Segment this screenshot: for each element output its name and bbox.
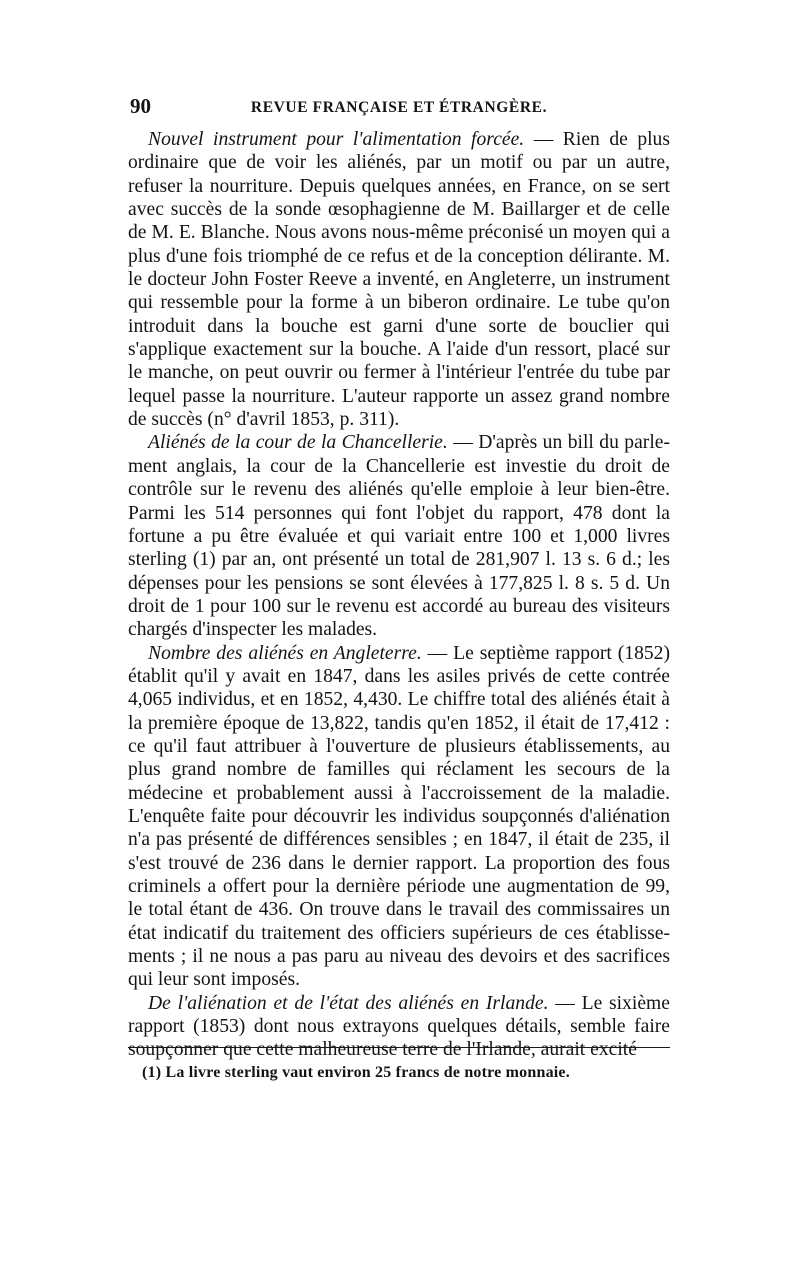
paragraph-text: — D'après un bill du parlement anglais, la cour de la Chancellerie est investie du droit de contrôle sur le revenu des aliénés qu'elle emploie à leur bien-être. Parmi les 514 personnes qui font l'objet du rapport, 478 dont la fortune a pu être évaluée et qui variait entre 100 et 1,000 livres sterling (1) par an, ont présenté un total de 281,907 l. 13 s. 6 d.; les dépenses pour les pensions se sont élevées à 177,825 l. 8 s. 5 d. Un droit de 1 pour 100 sur le revenu est accordé au bureau des visiteurs chargés d'inspecter les malades. bbox=[128, 432, 670, 641]
paragraph-chancery bbox=[128, 431, 670, 641]
paragraph-text: — Rien de plus ordinaire que de voir les aliénés, par un motif ou par un autre, refuser la nourriture. Depuis quelques années, en France, on se sert avec succès de la sonde œsophagienne de M. Baillarger et de celle de M. E. Blanche. Nous avons nous-même préconisé un moyen qui a plus d'une fois triomphé de ce refus et de la conception délirante. M. le docteur John Foster Reeve a inventé, en Angleterre, un instrument qui ressemble pour la forme à un biberon ordinaire. Le tube qu'on introduit dans la bouche est garni d'une sorte de bouclier qui s'applique exactement sur la bouche. A l'aide d'un ressort, placé sur le manche, on peut ouvrir ou fermer à l'intérieur l'entrée du tube par lequel passe la nourriture. L'auteur rapporte un assez grand nombre de succès (n° d'avril 1853, p. 311). bbox=[128, 129, 670, 431]
paragraph-heading: Nouvel instrument pour l'alimentation forcée. bbox=[148, 129, 525, 150]
paragraph-text: — Le septième rapport (1852) établit qu'il y avait en 1847, dans les asiles privés de cette contrée 4,065 individus, et en 1852, 4,430. Le chiffre total des aliénés était à la première époque de 13,822, tandis qu'en 1852, il était de 17,412 : ce qu'il faut attribuer à l'ouverture de plusieurs établissements, au plus grand nombre de familles qui réclament les secours de la médecine et probablement aussi à l'accroissement de la maladie. L'enquête faite pour découvrir les individus soupçonnés d'aliénation n'a pas présenté de différences sensibles ; en 1847, il était de 235, il s'est trouvé de 236 dans le dernier rapport. La proportion des fous criminels a offert pour la dernière période une augmentation de 99, le total étant de 436. On trouve dans le travail des commissaires un état indicatif du traitement des officiers supérieurs de ces établissements ; il ne nous a pas paru au niveau des devoirs et des sacrifices qui leur sont imposés. bbox=[128, 642, 670, 991]
paragraph-heading: De l'aliénation et de l'état des aliénés en Irlande. bbox=[148, 992, 549, 1014]
footnote: (1) La livre sterling vaut environ 25 francs de notre monnaie. bbox=[142, 1064, 570, 1081]
page-header bbox=[128, 94, 670, 124]
paragraph-england-count bbox=[128, 642, 670, 992]
running-head: REVUE FRANÇAISE ET ÉTRANGÈRE. bbox=[250, 99, 548, 116]
book-page bbox=[128, 94, 670, 1081]
page-number: 90 bbox=[130, 94, 151, 118]
paragraph-force-feeding bbox=[128, 128, 670, 431]
body-text bbox=[128, 128, 670, 1062]
paragraph-heading: Aliénés de la cour de la Chancellerie. bbox=[148, 432, 448, 454]
paragraph-text: — Le sixième rapport (1853) dont nous extrayons quelques détails, semble faire soupçonner que cette malheureuse terre de l'Irlande, aurait excité bbox=[128, 992, 670, 1061]
paragraph-heading: Nombre des aliénés en Angleterre. bbox=[148, 642, 422, 664]
footnote-rule bbox=[128, 1047, 670, 1048]
paragraph-ireland bbox=[128, 992, 670, 1062]
